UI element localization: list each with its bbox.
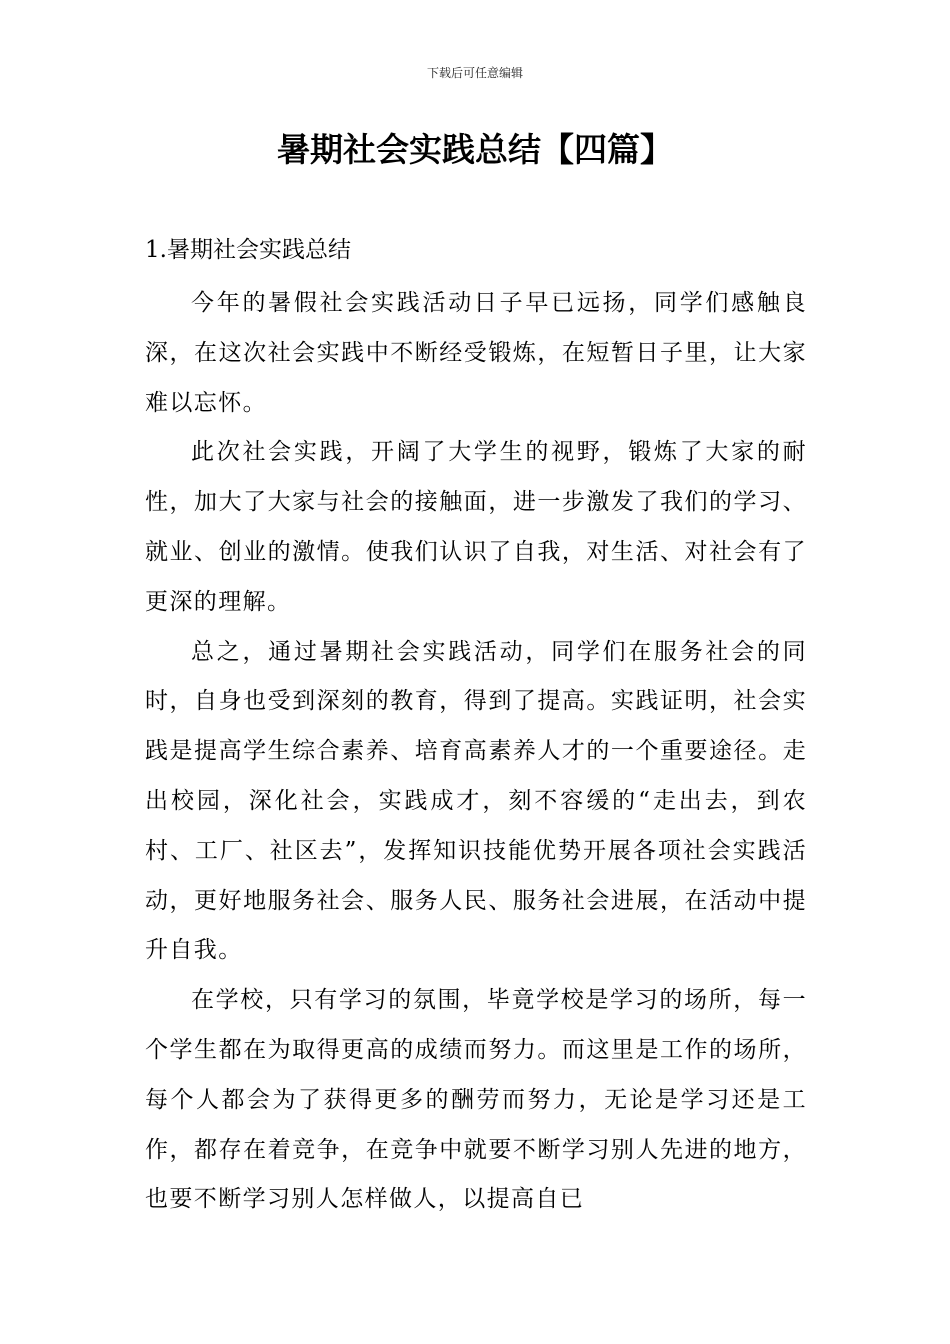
paragraph: 今年的暑假社会实践活动日子早已远扬，同学们感触良深，在这次社会实践中不断经受锻炼，在短暂日子里，让大家难以忘怀。 — [145, 290, 807, 416]
header-note: 下载后可任意编辑 — [426, 66, 523, 80]
section-heading: 1.暑期社会实践总结 — [145, 237, 351, 263]
document-title: 暑期社会实践总结【四篇】 — [277, 130, 673, 169]
paragraph: 此次社会实践，开阔了大学生的视野，锻炼了大家的耐性，加大了大家与社会的接触面，进一步激发了我们的学习、就业、创业的激情。使我们认识了自我，对生活、对社会有了更深的理解。 — [145, 439, 807, 615]
document-body — [145, 279, 807, 1225]
paragraph: 总之，通过暑期社会实践活动，同学们在服务社会的同时，自身也受到深刻的教育，得到了提高。实践证明，社会实践是提高学生综合素养、培育高素养人才的一个重要途径。走出校园，深化社会，实践成才，刻不容缓的“走出去，到农村、工厂、社区去”，发挥知识技能优势开展各项社会实践活动，更好地服务社会、服务人民、服务社会进展，在活动中提升自我。 — [145, 638, 807, 964]
paragraph: 在学校，只有学习的氛围，毕竟学校是学习的场所，每一个学生都在为取得更高的成绩而努力。而这里是工作的场所，每个人都会为了获得更多的酬劳而努力，无论是学习还是工作，都存在着竞争，在竞争中就要不断学习别人先进的地方，也要不断学习别人怎样做人，以提高自已 — [145, 987, 807, 1213]
